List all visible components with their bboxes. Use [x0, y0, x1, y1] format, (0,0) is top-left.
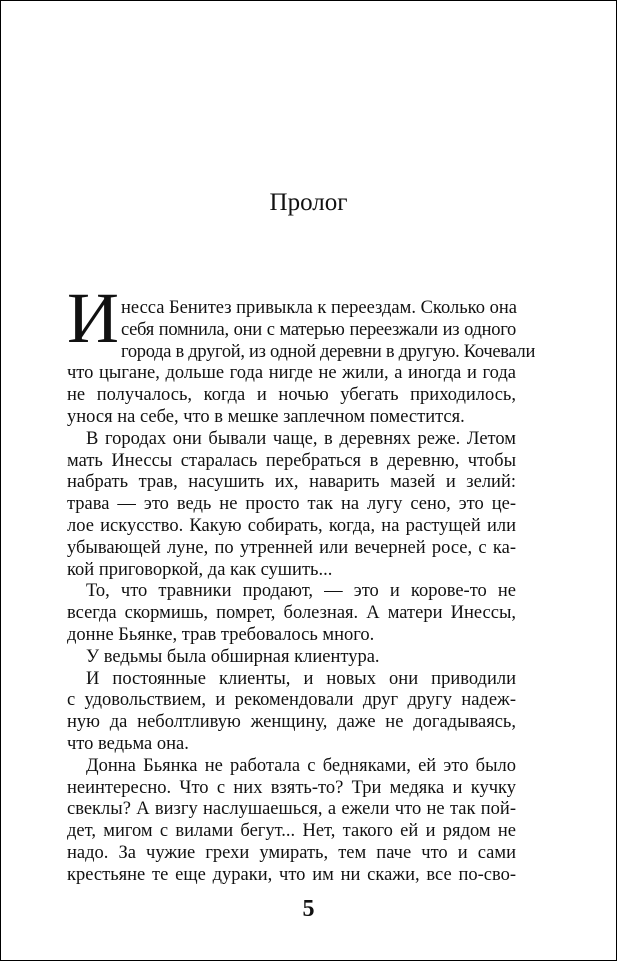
- text-line: неинтересно. Что с них взять-то? Три медяка и кучку: [67, 777, 516, 798]
- text-line: донне Бьянке, трав требовалось много.: [67, 624, 375, 645]
- body-text: [67, 278, 536, 887]
- chapter-title: Пролог: [269, 189, 348, 216]
- page-number: 5: [302, 896, 315, 922]
- text-line: всегда скормишь, помрет, болезная. А матери Инессы,: [67, 603, 516, 624]
- paragraph: [67, 429, 516, 582]
- text-line: себя помнила, они с матерью переезжали из одного: [121, 319, 516, 340]
- paragraph: [67, 581, 516, 646]
- text-line: То, что травники продают, — это и корове-то не: [86, 581, 516, 602]
- text-line: крестьяне те еще дураки, что им ни скажи, все по-сво-: [67, 864, 516, 885]
- text-line: И постоянные клиенты, и новых они приводили: [86, 668, 516, 689]
- text-line: не получалось, когда и ночью убегать приходилось,: [67, 385, 516, 406]
- text-line: свеклы? А визгу наслушаешься, а ежели что не так пой-: [67, 799, 516, 820]
- text-line: трава — это ведь не просто так на лугу сено, это це-: [67, 494, 516, 515]
- text-line: несса Бенитез привыкла к переездам. Сколько она: [121, 298, 517, 318]
- paragraph: [67, 669, 516, 756]
- text-line: дет, мигом с вилами бегут... Нет, такого ей и рядом не: [67, 821, 516, 842]
- text-line: ную да неболтливую женщину, даже не догадываясь,: [67, 712, 516, 733]
- text-line: что ведьма она.: [67, 733, 189, 754]
- paragraph: [67, 647, 516, 669]
- text-line: У ведьмы была обширная клиентура.: [86, 646, 380, 667]
- text-line: убывающей луне, по утренней или вечерней росе, с ка-: [67, 537, 516, 558]
- text-line: Донна Бьянка не работала с бедняками, ей это было: [86, 755, 516, 776]
- text-line: кой приговоркой, да как сушить...: [67, 559, 333, 580]
- text-line: с удовольствием, и рекомендовали друг другу надеж-: [67, 690, 516, 711]
- text-line: унося на себе, что в мешке заплечном поместится.: [67, 406, 465, 427]
- text-line: города в другой, из одной деревни в другую. Кочевали: [121, 341, 536, 362]
- text-line: что цыгане, дольше года нигде не жили, а иногда и года: [67, 363, 516, 384]
- text-line: лое искусство. Какую собирать, когда, на растущей или: [67, 515, 516, 536]
- text-line: В городах они бывали чаще, в деревнях реже. Летом: [86, 428, 516, 449]
- text-line: мать Инессы старалась перебраться в деревню, чтобы: [67, 450, 516, 471]
- paragraph: [67, 278, 536, 429]
- paragraph: [67, 756, 516, 887]
- drop-cap: И: [67, 278, 119, 358]
- text-line: надо. За чужие грехи умирать, тем паче что и сами: [67, 842, 516, 863]
- text-line: набрать трав, насушить их, наварить мазей и зелий:: [67, 472, 516, 493]
